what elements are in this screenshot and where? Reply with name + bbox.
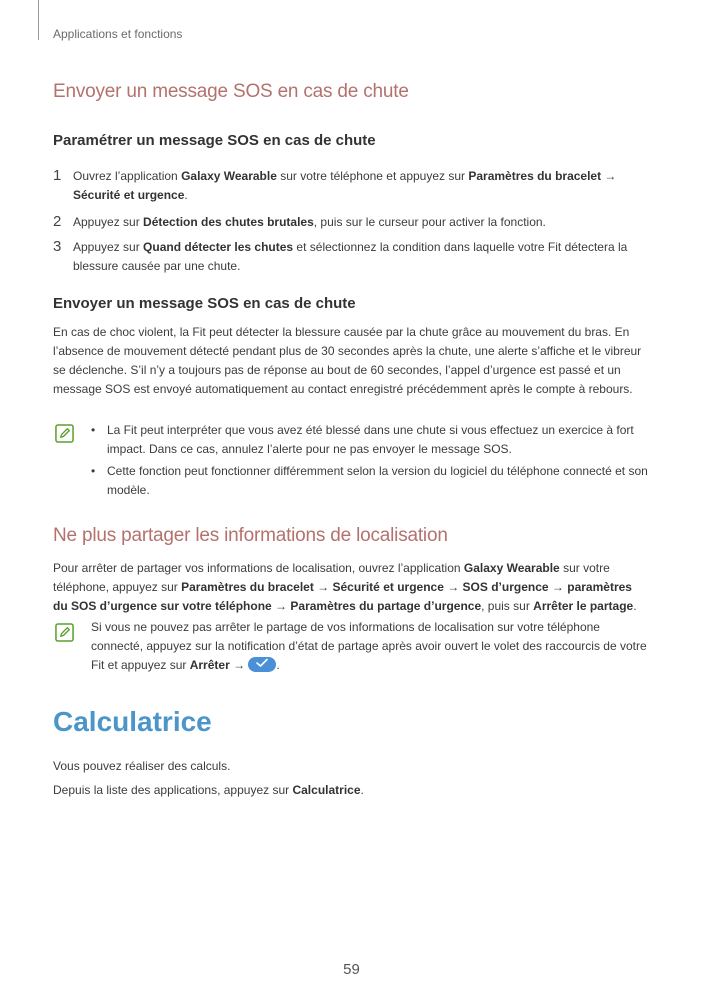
step-2 xyxy=(53,213,648,232)
note-bullet-1 xyxy=(91,421,648,459)
subsection-title-setup: Paramétrer un message SOS en cas de chute xyxy=(53,132,376,149)
section-title-stop-sharing: Ne plus partager les informations de localisation xyxy=(53,525,448,546)
bullet-text: Cette fonction peut fonctionner différemment selon la version du logiciel du téléphone connecté et son modèle. xyxy=(107,464,648,497)
breadcrumb: Applications et fonctions xyxy=(53,27,183,41)
step-text: Appuyez sur Quand détecter les chutes et sélectionnez la condition dans laquelle votre Fit détectera la blessure causée par une chute. xyxy=(73,240,628,273)
confirm-button[interactable] xyxy=(248,657,276,672)
stop-sharing-paragraph: Pour arrêter de partager vos informations de localisation, ouvrez l’application Galaxy Wearable sur votre téléphone, appuyez sur Paramètres du bracelet → Sécurité et urgence → SOS d’urgence → paramètres du SOS d’urgence sur votre téléphone → Paramètres du partage d’urgence, puis sur Arrêter le partage. xyxy=(53,561,637,613)
page-number: 59 xyxy=(343,961,360,978)
bullet-dot: • xyxy=(91,464,96,478)
margin-rule xyxy=(38,0,39,40)
note-icon xyxy=(55,623,74,642)
check-icon xyxy=(255,658,269,668)
step-number: 2 xyxy=(53,213,62,230)
calculator-intro: Vous pouvez réaliser des calculs. xyxy=(53,759,231,773)
step-number: 1 xyxy=(53,167,62,184)
bullet-text: La Fit peut interpréter que vous avez été blessé dans une chute si vous effectuez un exercice à fort impact. Dans ce cas, annulez l’alerte pour ne pas envoyer le message SOS. xyxy=(107,423,634,456)
note-icon xyxy=(55,424,74,443)
step-1 xyxy=(53,167,648,205)
note-bullet-2 xyxy=(91,462,648,500)
section-title-sos-fall: Envoyer un message SOS en cas de chute xyxy=(53,81,409,102)
step-text: Appuyez sur Détection des chutes brutales, puis sur le curseur pour activer la fonction. xyxy=(73,215,546,229)
calculator-instruction: Depuis la liste des applications, appuyez sur Calculatrice. xyxy=(53,783,364,797)
stop-sharing-note: Si vous ne pouvez pas arrêter le partage de vos informations de localisation sur votre téléphone connecté, appuyez sur la notification d’état de partage après avoir ouvert le volet des raccourcis de votre Fit et appuyez sur Arrêter → . xyxy=(91,620,647,672)
sos-paragraph: En cas de choc violent, la Fit peut détecter la blessure causée par la chute grâce au mouvement du bras. En l’absence de mouvement détecté pendant plus de 30 secondes après la chute, une alerte s’affiche et le vibreur se déclenche. S’il n’y a toujours pas de réponse au bout de 60 secondes, l’appel d’urgence est passé et un message SOS est envoyé automatiquement au contact enregistré précédemment après le compte à rebours. xyxy=(53,325,642,396)
bullet-dot: • xyxy=(91,423,96,437)
step-3 xyxy=(53,238,648,276)
step-number: 3 xyxy=(53,238,62,255)
step-text: Ouvrez l’application Galaxy Wearable sur votre téléphone et appuyez sur Paramètres du bracelet → Sécurité et urgence. xyxy=(73,169,617,202)
subsection-title-send: Envoyer un message SOS en cas de chute xyxy=(53,295,356,312)
chapter-title-calculator: Calculatrice xyxy=(53,706,212,737)
